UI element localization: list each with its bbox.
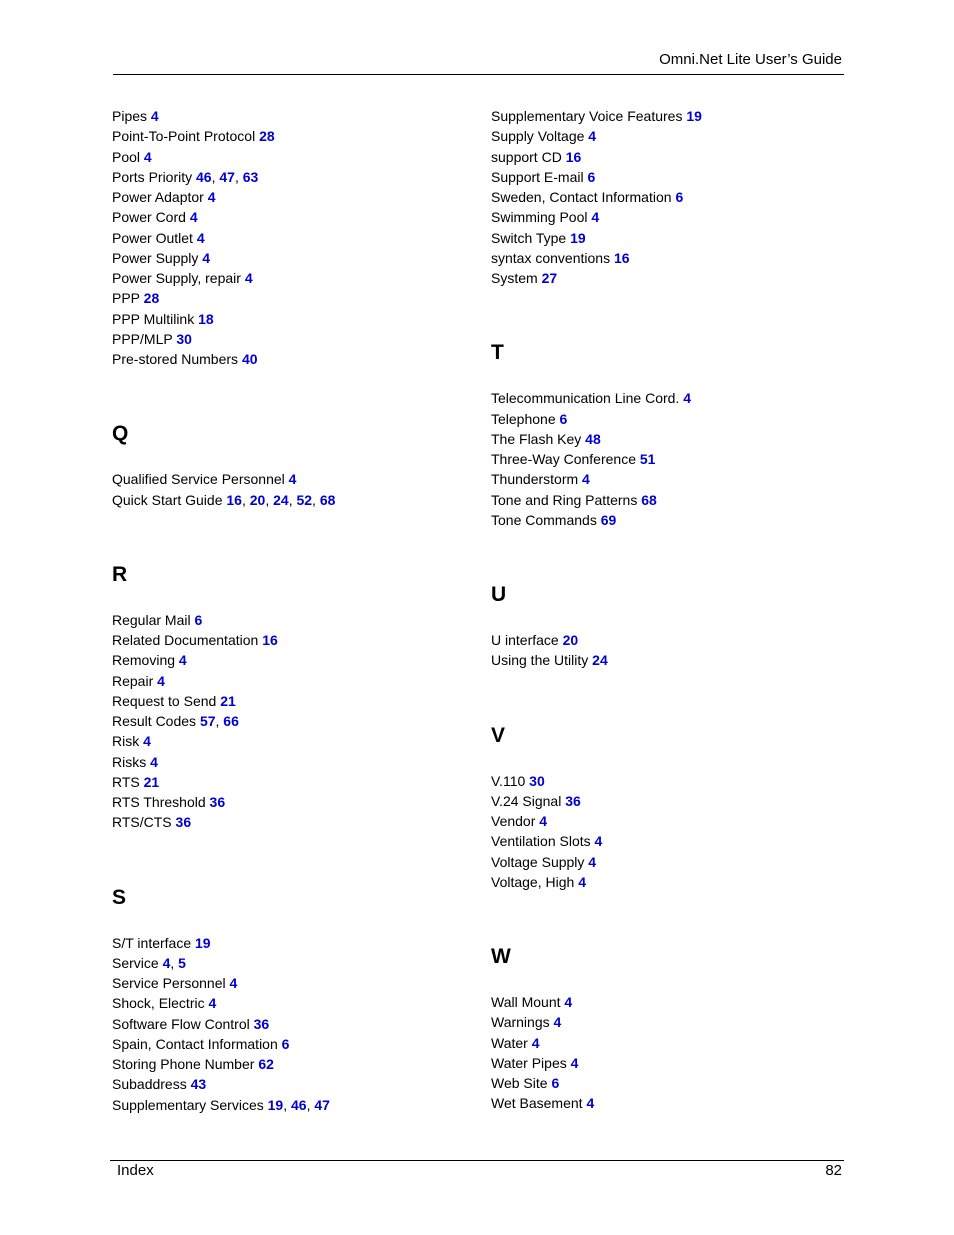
page-link[interactable]: 30 <box>176 330 192 347</box>
index-term: RTS <box>112 773 140 790</box>
index-term: Using the Utility <box>491 652 589 669</box>
page-link[interactable]: 4 <box>178 652 187 669</box>
page-link[interactable]: 20 <box>249 491 266 508</box>
index-entry <box>112 490 472 510</box>
index-term: PPP/MLP <box>112 330 173 347</box>
page-link[interactable]: 27 <box>541 270 558 286</box>
index-term: Support E-mail <box>491 168 584 185</box>
index-term: Supplementary Voice Features <box>491 108 683 124</box>
index-term: Telecommunication Line Cord. <box>491 390 680 407</box>
page-link[interactable]: 63 <box>242 168 259 185</box>
page-link[interactable]: 6 <box>675 189 684 205</box>
page-link[interactable]: 24 <box>592 652 608 669</box>
index-term: RTS Threshold <box>112 794 206 810</box>
index-entry <box>491 490 851 510</box>
index-term: Related Documentation <box>112 632 259 648</box>
index-term: Risks <box>112 753 147 770</box>
page-link[interactable]: 24 <box>273 491 289 508</box>
index-term: Pipes <box>112 108 148 124</box>
index-entry <box>112 933 472 953</box>
index-term: Water <box>491 1034 528 1051</box>
index-term: Power Supply <box>112 249 199 266</box>
index-entry <box>112 630 472 650</box>
page-link[interactable]: 46 <box>291 1096 307 1113</box>
page-separator: , <box>241 491 250 508</box>
index-term: Voltage, High <box>491 873 575 890</box>
page-link[interactable]: 16 <box>613 249 630 266</box>
index-term: Power Cord <box>112 209 186 226</box>
page-link[interactable]: 57 <box>199 713 216 729</box>
index-entry <box>112 329 472 349</box>
index-entry <box>112 207 472 227</box>
index-entry <box>491 106 851 126</box>
index-term: Regular Mail <box>112 611 191 628</box>
page-link[interactable]: 46 <box>196 168 212 185</box>
index-term: Spain, Contact Information <box>112 1035 278 1052</box>
running-header-title: Omni.Net Lite User’s Guide <box>659 51 842 68</box>
page-link[interactable]: 69 <box>600 511 617 528</box>
page-link[interactable]: 4 <box>288 471 297 488</box>
index-term: Swimming Pool <box>491 209 588 226</box>
index-letter-heading: T <box>491 341 504 365</box>
page-link[interactable]: 4 <box>143 148 152 165</box>
footer-rule <box>110 1160 844 1161</box>
page-link[interactable]: 5 <box>178 954 186 971</box>
index-entry <box>112 126 472 146</box>
footer-section-label: Index <box>117 1162 154 1179</box>
index-term: S/T interface <box>112 934 192 951</box>
page-link[interactable]: 43 <box>190 1076 207 1093</box>
index-entry <box>491 650 851 670</box>
index-entry <box>112 812 472 832</box>
index-term: Switch Type <box>491 229 567 246</box>
index-entry <box>491 388 851 408</box>
index-term: Qualified Service Personnel <box>112 471 285 488</box>
index-entry <box>491 248 851 268</box>
index-entry <box>112 268 472 288</box>
index-entry <box>491 771 851 791</box>
index-entry <box>112 731 472 751</box>
index-term: Thunderstorm <box>491 471 579 488</box>
index-letter-heading: S <box>112 885 127 909</box>
page-link[interactable]: 4 <box>207 189 216 205</box>
index-column-right <box>491 106 851 1114</box>
index-term: Wet Basement <box>491 1095 583 1112</box>
page-link[interactable]: 4 <box>162 954 171 971</box>
page-link[interactable]: 4 <box>189 209 198 226</box>
page-link[interactable]: 4 <box>150 108 159 124</box>
page-link[interactable]: 68 <box>319 491 336 508</box>
index-term: Three-Way Conference <box>491 451 636 467</box>
page-link[interactable]: 16 <box>262 632 278 648</box>
index-entry <box>491 126 851 146</box>
index-term: Web Site <box>491 1075 548 1091</box>
index-term: PPP <box>112 290 140 307</box>
page-link[interactable]: 21 <box>220 692 236 709</box>
page-link[interactable]: 47 <box>219 168 235 185</box>
page-link[interactable]: 28 <box>259 128 275 145</box>
page-link[interactable]: 6 <box>551 1075 560 1091</box>
index-term: PPP Multilink <box>112 310 195 327</box>
page-link[interactable]: 6 <box>194 611 203 628</box>
index-entry <box>491 449 851 469</box>
index-entry <box>491 469 851 489</box>
index-term: Shock, Electric <box>112 995 205 1012</box>
index-entry <box>112 349 472 369</box>
page-link[interactable]: 36 <box>565 792 581 809</box>
index-entry <box>112 973 472 993</box>
page-link[interactable]: 21 <box>143 773 160 790</box>
index-entry <box>491 831 851 851</box>
page-link[interactable]: 4 <box>553 1014 562 1031</box>
index-entry <box>112 167 472 187</box>
index-entry <box>112 711 472 731</box>
page-link[interactable]: 4 <box>196 229 205 246</box>
page-link[interactable]: 4 <box>150 753 158 770</box>
index-entry <box>491 147 851 167</box>
index-entry <box>112 772 472 792</box>
index-entry <box>112 650 472 670</box>
index-entry <box>112 248 472 268</box>
index-letter-heading: U <box>491 583 507 606</box>
index-term: support CD <box>491 148 562 165</box>
page-link[interactable]: 66 <box>223 713 239 729</box>
page-link[interactable]: 4 <box>578 873 586 890</box>
index-entry <box>112 147 472 167</box>
page-link[interactable]: 4 <box>157 672 165 689</box>
page-separator: , <box>306 1096 315 1113</box>
index-entry <box>491 1073 851 1093</box>
index-entry <box>491 1012 851 1032</box>
index-entry <box>112 792 472 812</box>
index-term: Sweden, Contact Information <box>491 189 672 205</box>
index-entry <box>491 268 851 288</box>
index-letter-heading: R <box>112 562 128 586</box>
index-entry <box>112 469 472 489</box>
page-link[interactable]: 4 <box>208 995 217 1012</box>
index-term: Storing Phone Number <box>112 1056 255 1072</box>
index-entry <box>112 309 472 329</box>
index-term: Point-To-Point Protocol <box>112 128 256 145</box>
index-term: Pool <box>112 148 141 165</box>
page-link[interactable]: 19 <box>570 229 586 246</box>
page-link[interactable]: 19 <box>686 108 702 124</box>
page-link[interactable]: 19 <box>195 934 211 951</box>
index-letter-heading: W <box>491 945 511 968</box>
index-entry <box>491 187 851 207</box>
index-entry <box>491 1093 851 1113</box>
index-term: Telephone <box>491 410 556 427</box>
page-link[interactable]: 4 <box>244 270 253 286</box>
index-entry <box>112 228 472 248</box>
page-link[interactable]: 4 <box>591 209 600 226</box>
index-term: Ventilation Slots <box>491 833 591 850</box>
page-link[interactable]: 6 <box>281 1035 290 1052</box>
index-entry <box>491 630 851 650</box>
index-entry <box>112 691 472 711</box>
index-term: U interface <box>491 632 559 648</box>
page-separator: , <box>312 491 320 508</box>
index-term: Risk <box>112 733 140 750</box>
page-link[interactable]: 48 <box>585 430 601 447</box>
index-term: V.110 <box>491 772 526 789</box>
page-link[interactable]: 4 <box>588 853 597 870</box>
page-separator: , <box>215 713 224 729</box>
page-separator: , <box>211 168 220 185</box>
index-term: Software Flow Control <box>112 1015 250 1032</box>
page-link[interactable]: 19 <box>267 1096 284 1113</box>
index-entry <box>112 1054 472 1074</box>
index-term: Vendor <box>491 813 536 829</box>
page-link[interactable]: 4 <box>588 128 597 145</box>
index-entry <box>491 791 851 811</box>
page-link[interactable]: 28 <box>143 290 160 307</box>
index-term: Subaddress <box>112 1076 187 1093</box>
page-link[interactable]: 6 <box>587 168 596 185</box>
index-term: V.24 Signal <box>491 792 562 809</box>
index-term: RTS/CTS <box>112 814 172 831</box>
index-term: Result Codes <box>112 713 197 729</box>
index-term: Voltage Supply <box>491 853 585 870</box>
index-term: Supplementary Services <box>112 1096 264 1113</box>
index-term: Removing <box>112 652 176 669</box>
index-term: Service <box>112 954 159 971</box>
page-separator: , <box>265 491 274 508</box>
index-entry <box>112 1034 472 1054</box>
index-entry <box>112 671 472 691</box>
index-entry <box>112 993 472 1013</box>
index-entry <box>112 187 472 207</box>
page-link[interactable]: 36 <box>209 794 226 810</box>
index-term: Tone and Ring Patterns <box>491 491 638 508</box>
footer-page-number: 82 <box>825 1162 842 1179</box>
index-term: Request to Send <box>112 692 217 709</box>
index-term: System <box>491 270 538 286</box>
page-link[interactable]: 40 <box>241 351 258 367</box>
page-link[interactable]: 68 <box>641 491 657 508</box>
index-entry <box>112 752 472 772</box>
index-entry <box>491 167 851 187</box>
page-link[interactable]: 4 <box>594 833 603 850</box>
page-link[interactable]: 6 <box>559 410 568 427</box>
index-term: Supply Voltage <box>491 128 585 145</box>
page-link[interactable]: 4 <box>531 1034 540 1051</box>
index-term: Service Personnel <box>112 975 226 991</box>
index-term: Power Supply, repair <box>112 270 241 286</box>
page-link[interactable]: 16 <box>226 491 242 508</box>
page-separator: , <box>234 168 243 185</box>
index-entry <box>112 610 472 630</box>
index-term: Ports Priority <box>112 168 193 185</box>
page-link[interactable]: 62 <box>258 1056 274 1072</box>
index-entry <box>491 872 851 892</box>
page-link[interactable]: 20 <box>562 632 579 648</box>
index-entry <box>112 1014 472 1034</box>
page-link[interactable]: 47 <box>314 1096 330 1113</box>
page-link[interactable]: 51 <box>639 451 656 467</box>
index-term: Warnings <box>491 1014 550 1031</box>
page-link[interactable]: 4 <box>564 994 573 1010</box>
index-entry <box>491 1033 851 1053</box>
page-link[interactable]: 18 <box>198 310 214 327</box>
page-link[interactable]: 4 <box>683 390 692 407</box>
index-term: Wall Mount <box>491 994 561 1010</box>
index-term: syntax conventions <box>491 249 611 266</box>
page-separator: , <box>288 491 297 508</box>
index-term: The Flash Key <box>491 430 582 447</box>
index-term: Quick Start Guide <box>112 491 223 508</box>
index-entry <box>112 288 472 308</box>
index-term: Power Outlet <box>112 229 193 246</box>
header-rule <box>113 74 844 75</box>
page-link[interactable]: 52 <box>296 491 313 508</box>
index-entry <box>491 207 851 227</box>
page-link[interactable]: 4 <box>229 975 238 991</box>
page-link[interactable]: 16 <box>565 148 582 165</box>
index-entry <box>491 811 851 831</box>
index-term: Water Pipes <box>491 1054 567 1071</box>
index-letter-heading: Q <box>112 422 129 446</box>
page-separator: , <box>283 1096 291 1113</box>
page-link[interactable]: 30 <box>529 772 545 789</box>
index-letter-heading: V <box>491 723 506 747</box>
index-entry <box>491 409 851 429</box>
page-link[interactable]: 36 <box>175 814 192 831</box>
page-link[interactable]: 4 <box>539 813 548 829</box>
index-term: Tone Commands <box>491 511 597 528</box>
page-link[interactable]: 36 <box>253 1015 270 1032</box>
index-entry <box>112 106 472 126</box>
index-entry <box>112 1095 472 1115</box>
index-entry <box>112 953 472 973</box>
index-entry <box>491 852 851 872</box>
page-link[interactable]: 4 <box>582 471 590 488</box>
index-term: Pre-stored Numbers <box>112 351 239 367</box>
index-term: Power Adaptor <box>112 189 204 205</box>
page-link[interactable]: 4 <box>586 1095 595 1112</box>
index-entry <box>491 228 851 248</box>
index-entry <box>491 429 851 449</box>
index-column-left <box>112 106 472 1115</box>
page-link[interactable]: 4 <box>143 733 151 750</box>
index-entry <box>491 1053 851 1073</box>
page-link[interactable]: 4 <box>570 1054 579 1071</box>
index-entry <box>491 510 851 530</box>
page-separator: , <box>170 954 179 971</box>
index-entry <box>491 992 851 1012</box>
index-entry <box>112 1074 472 1094</box>
index-term: Repair <box>112 672 154 689</box>
page-link[interactable]: 4 <box>202 249 211 266</box>
